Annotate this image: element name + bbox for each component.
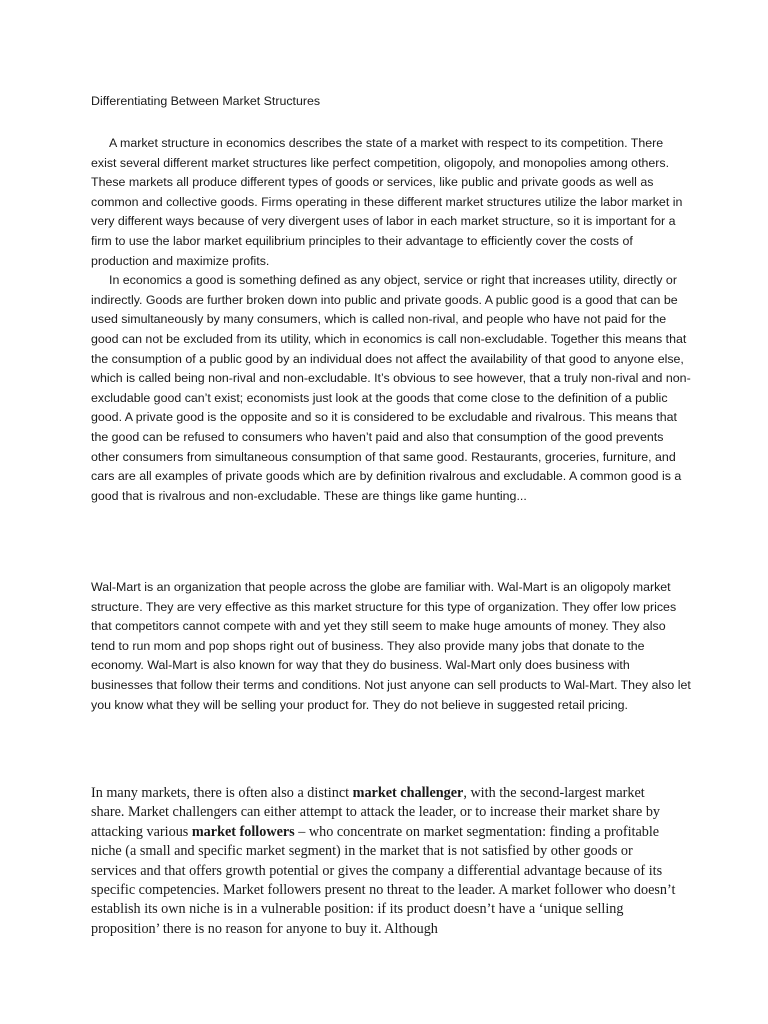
intro-paragraph-2: In economics a good is something defined as any object, service or right that increases utility, directly or indirectly. Goods are further broken down into public and private goods. A public good is a good that can be used simultaneously by many consumers, which is called non-rival, and people who have not paid for the good can not be excluded from its utility, which in economics is call non-excludable. Together this means that the consumption of a public good by an individual does not affect the availability of that good to anyone else, which is called being non-rival and non-excludable. It’s obvious to see however, that a truly non-rival and non-excludable good can’t exist; economists just look at the goods that come close to the definition of a public good. A private good is the opposite and so it is considered to be excludable and rivalrous. This means that the good can be refused to consumers who haven’t paid and also that consumption of the good prevents other consumers from simultaneous consumption of that same good. Restaurants, groceries, furniture, and cars are all examples of private goods which are by definition rivalrous and excludable. A common good is a good that is rivalrous and non-excludable. These are things like game hunting...	[91, 273, 691, 503]
paragraph-text-part-1: In many markets, there is often also a distinct	[91, 785, 353, 801]
term-market-challenger: market challenger	[352, 785, 464, 801]
term-market-followers: market followers	[191, 823, 295, 840]
intro-section	[91, 134, 691, 506]
paragraph-text-part-2: , with the second-largest market share. Market challengers can either attempt to attack the leader, or to increase their market share by attacking various	[91, 785, 661, 840]
market-challenger-section	[91, 784, 681, 939]
market-challenger-paragraph	[91, 784, 681, 939]
paragraph-text-part-3: – who concentrate on market segmentation: finding a profitable niche (a small and specific market segment) in the market that is not satisfied by other goods or services and that offers growth potential or gives the company a differential advantage because of its specific competencies. Market followers present no threat to the leader. A market follower who doesn’t establish its own niche is in a vulnerable position: if its product doesn’t have a ‘unique selling proposition’ there is no reason for anyone to buy it. Although	[91, 823, 676, 937]
intro-paragraph-1: A market structure in economics describes the state of a market with respect to its competition. There exist several different market structures like perfect competition, oligopoly, and monopolies among others. These markets all produce different types of goods or services, like public and private goods as well as common and collective goods. Firms operating in these different market structures utilize the labor market in very different ways because of very divergent uses of labor in each market structure, so it is important for a firm to use the labor market equilibrium principles to their advantage to efficiently cover the costs of production and maximize profits.	[91, 136, 683, 268]
walmart-section	[91, 578, 691, 715]
walmart-paragraph: Wal-Mart is an organization that people across the globe are familiar with. Wal-Mart is an oligopoly market structure. They are very effective as this market structure for this type of organization. They offer low prices that competitors cannot compete with and yet they still seem to make huge amounts of money. They also tend to run mom and pop shops right out of business. They also provide many jobs that donate to the economy. Wal-Mart is also known for way that they do business. Wal-Mart only does business with businesses that follow their terms and conditions. Not just anyone can sell products to Wal-Mart. They also let you know what they will be selling your product for. They do not believe in suggested retail pricing.	[91, 580, 691, 712]
document-title: Differentiating Between Market Structures	[91, 94, 321, 108]
